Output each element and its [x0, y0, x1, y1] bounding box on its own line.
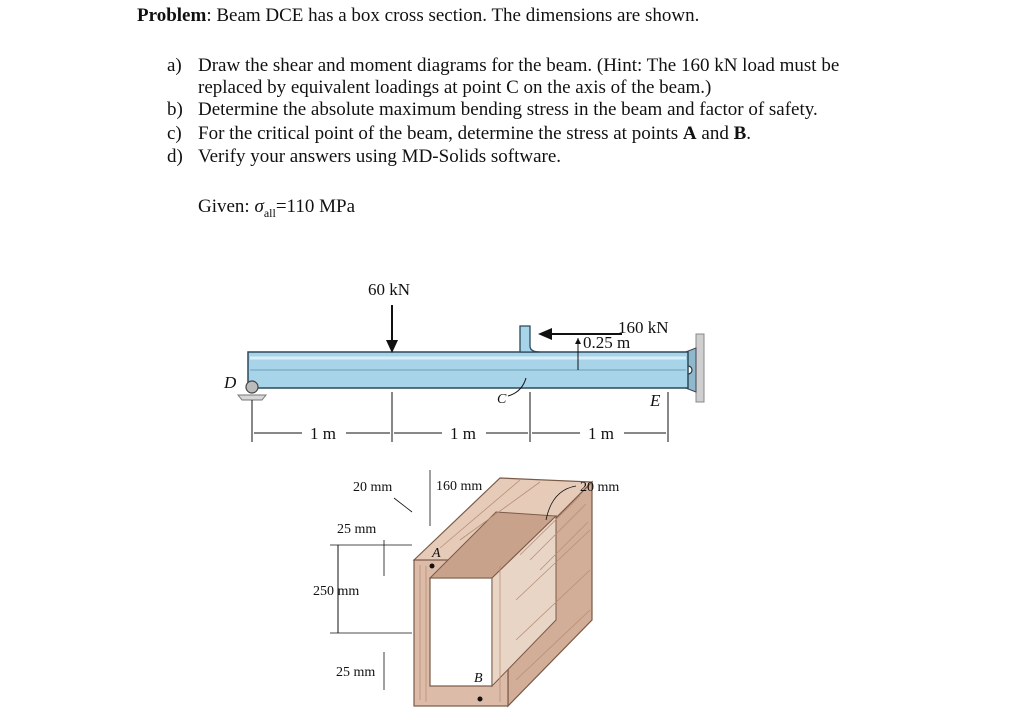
item-b-text: Determine the absolute maximum bending stress in the beam and factor of safety. [198, 99, 818, 120]
item-b-marker: b) [167, 99, 183, 120]
load-60-label: 60 kN [368, 280, 411, 299]
item-c-text-pre: For the critical point of the beam, determine the stress at points [198, 123, 683, 144]
load-160-arrowhead [538, 328, 552, 340]
item-a-marker: a) [167, 55, 182, 76]
problem-intro: : Beam DCE has a box cross section. The dimensions are shown. [206, 5, 700, 26]
item-d-marker: d) [167, 146, 183, 167]
item-a-line2: replaced by equivalent loadings at point C on the axis of the beam.) [198, 77, 712, 98]
offset-label: 0.25 m [583, 333, 631, 352]
point-b-dot [478, 697, 483, 702]
problem-heading: Problem [137, 5, 207, 26]
given-prefix: Given: [198, 196, 255, 217]
item-c-and: and [696, 123, 734, 144]
item-c-marker: c) [167, 123, 182, 144]
dim-25-top-label: 25 mm [337, 522, 377, 537]
support-e-label: E [650, 391, 661, 410]
support-d-base [238, 395, 266, 400]
load-160-label: 160 kN [618, 318, 669, 337]
support-d-pin [246, 381, 258, 393]
dim-20-left-line [394, 498, 412, 512]
sigma-symbol: σ [254, 196, 264, 217]
span-2-label: 1 m [450, 424, 476, 443]
sigma-subscript: all [263, 205, 276, 220]
dim-20-right-label: 20 mm [580, 480, 620, 495]
span-3-label: 1 m [588, 424, 614, 443]
dim-160-label: 160 mm [436, 479, 483, 494]
item-d-text: Verify your answers using MD-Solids software. [198, 146, 562, 167]
section-hollow [430, 578, 492, 686]
section-point-a-label: A [432, 546, 441, 561]
support-d-label: D [224, 373, 237, 392]
load-60-arrowhead [386, 340, 398, 353]
bracket-c [520, 326, 540, 352]
dim-20-left-label: 20 mm [353, 480, 393, 495]
point-c-label: C [497, 392, 507, 407]
wall-e [696, 334, 704, 402]
dim-25-bottom-label: 25 mm [336, 665, 376, 680]
span-1-label: 1 m [310, 424, 336, 443]
given-value: =110 MPa [275, 196, 355, 217]
offset-dim-arrow [575, 338, 581, 344]
dim-250-label: 250 mm [313, 584, 360, 599]
item-c-end: . [746, 123, 752, 144]
section-point-b-label: B [474, 671, 483, 686]
item-c-point-a: A [682, 123, 697, 144]
point-a-dot [430, 564, 435, 569]
item-a-line1: Draw the shear and moment diagrams for the beam. (Hint: The 160 kN load must be [198, 55, 840, 76]
item-c-point-b: B [733, 123, 747, 144]
